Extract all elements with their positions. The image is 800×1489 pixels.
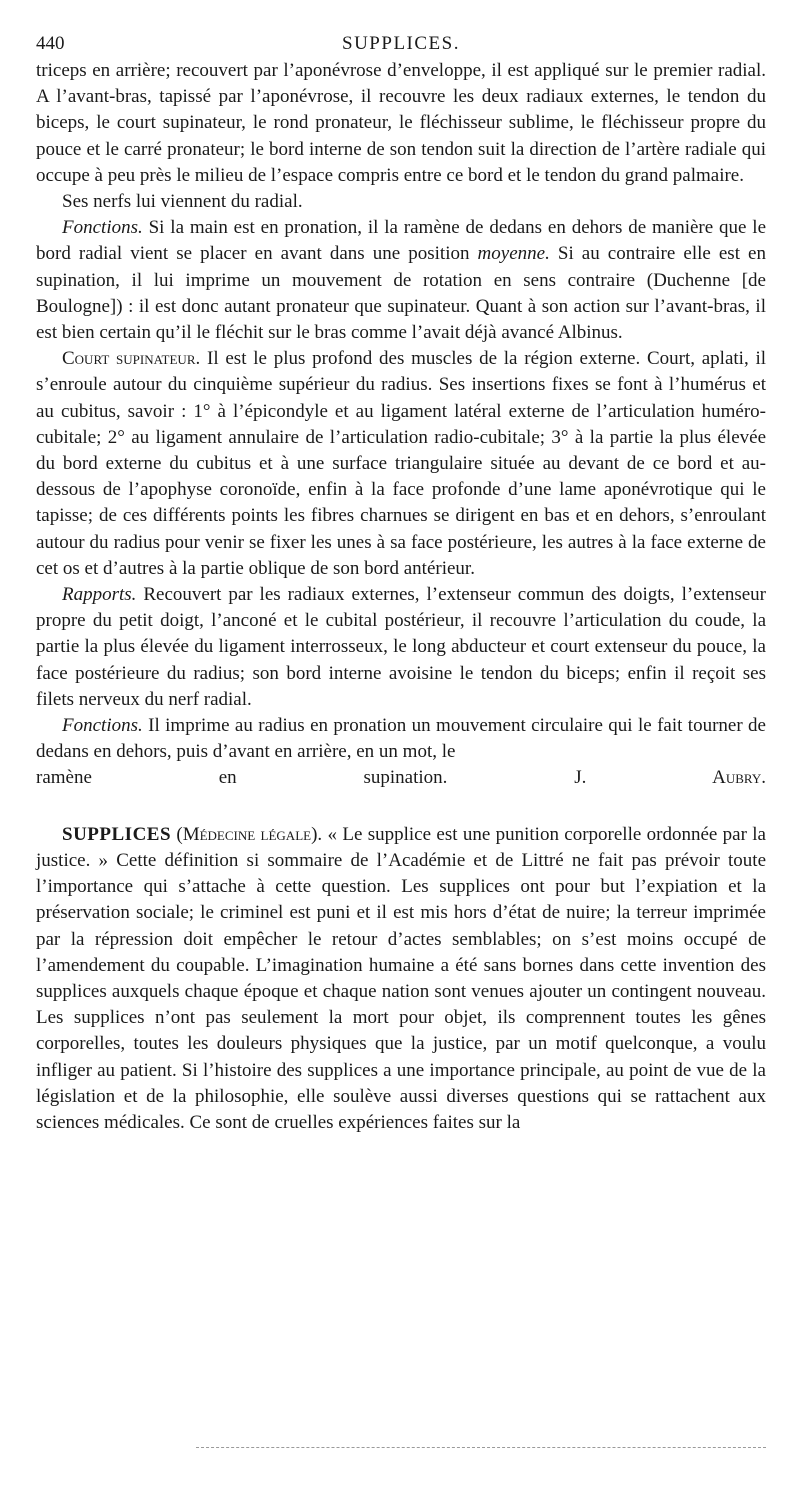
document-page (36, 30, 766, 1136)
paragraph-court-supinateur (36, 346, 766, 582)
running-head (36, 30, 766, 58)
court-supinateur-text: Il est le plus profond des muscles de la région externe. Court, aplati, il s’enroule autour du cinquième supérieur du radius. Ses insertions fixes se font à l’humérus et au cubitus, savoir : 1° à l’épicondyle et au ligament latéral externe de l’articulation huméro-cubitale; 2° au ligament annulaire de l’articulation radio-cubitale; 3° à la partie la plus élevée du bord externe du cubitus et à une surface triangulaire située au devant de ce bord et au-dessous de l’apophyse coronoïde, enfin à la face profonde d’une lame aponévrotique qui le tapisse; de ces différents points les fibres charnues se dirigent en bas et en dehors, s’enroulant autour du radius pour venir se fixer les unes à sa face postérieure, les autres à la face externe de cet os et d’autres à la partie oblique de son bord antérieur. (36, 348, 767, 579)
author-signature: J. Aubry. (574, 767, 767, 789)
footer-rule (196, 1447, 766, 1448)
paragraph-functions-long-supinator (36, 215, 766, 346)
functions-text-b: Si au contraire elle est en supination, il lui imprime un mouvement de rotation en sens contraire (Duchenne [de Boulogne]) : il est donc autant pronateur que supinateur. Quant à son action sur l’avant-bras, il est bien certain qu’il le fléchit sur le bras comme l’avait déjà avancé Albinus. (36, 243, 766, 344)
paragraph-rapports (36, 582, 766, 713)
functions-2-text: Il imprime au radius en pronation un mouvement circulaire qui le fait tourner de dedans en dehors, puis d’avant en arrière, en un mot, le (36, 715, 766, 763)
paragraph-nerves: Ses nerfs lui viennent du radial. (62, 191, 303, 213)
functions-text-a: Si la main est en pronation, il la ramène de dedans en dehors de manière que le bord radial vient se placer en avant dans une position (36, 217, 766, 265)
entry-subject: (Médecine légale). (176, 823, 323, 845)
emphasis-moyenne: moyenne. (477, 243, 550, 265)
section-gap (36, 792, 766, 822)
entry-text: « Le supplice est une punition corporelle ordonnée par la justice. » Cette définition si sommaire de l’Académie et de Littré ne fait pas prévoir toute l’importance qui s’attache à cette question. Les supplices ont pour but l’expiation et la préservation sociale; le criminel est puni et il est mis hors d’état de nuire; la terreur imprimée par la répression doit empêcher le retour d’actes semblables; on s’est moins occupé de l’amendement du coupable. L’imagination humaine a été sans bornes dans cette invention des supplices auxquels chaque époque et chaque nation sont venues ajouter un contingent nouveau. Les supplices n’ont pas seulement la mort pour objet, ils comprennent toutes les gênes corporelles, toutes les douleurs physiques que la justice, par un motif quelconque, a voulu infliger au patient. Si l’histoire des supplices a une importance principale, au point de vue de la législation et de la philosophie, elle soulève aussi diverses questions qui se rattachent aux sciences médicales. Ce sont de cruelles expériences faites sur la (36, 823, 766, 1133)
entry-headword: SUPPLICES (62, 823, 172, 845)
rapports-text: Recouvert par les radiaux externes, l’extenseur commun des doigts, l’extenseur propre du petit doigt, l’anconé et le cubital postérieur, il recouvre l’articulation du coude, la partie la plus élevée du ligament interrosseux, le long abducteur et court extenseur du pouce, la face postérieure du radius; son bord interne avoisine le tendon du biceps; enfin il reçoit ses filets nerveux du nerf radial. (36, 584, 766, 710)
section-label-court-supinateur: Court supinateur. (62, 348, 201, 370)
section-label-fonctions: Fonctions. (62, 217, 143, 239)
paragraph-entry-supplices (36, 822, 766, 1136)
paragraph-functions-short-supinator (36, 713, 766, 765)
functions-2-last-line: ramène en supination. (36, 767, 448, 789)
section-label-rapports: Rapports. (62, 584, 137, 606)
signature-line (36, 765, 766, 791)
section-label-fonctions-2: Fonctions. (62, 715, 143, 737)
running-title: SUPPLICES. (342, 33, 460, 54)
page-number: 440 (36, 33, 65, 54)
paragraph-triceps-continuation: triceps en arrière; recouvert par l’aponévrose d’enveloppe, il est appliqué sur le premier radial. A l’avant-bras, tapissé par l’aponévrose, il recouvre les deux radiaux externes, le tendon du biceps, le court supinateur, le rond pronateur, le fléchisseur sublime, le fléchisseur propre du pouce et le carré pronateur; le bord interne de son tendon suit la direction de l’artère radiale qui occupe à peu près le milieu de l’espace compris entre ce bord et le tendon du grand palmaire. (36, 60, 766, 186)
